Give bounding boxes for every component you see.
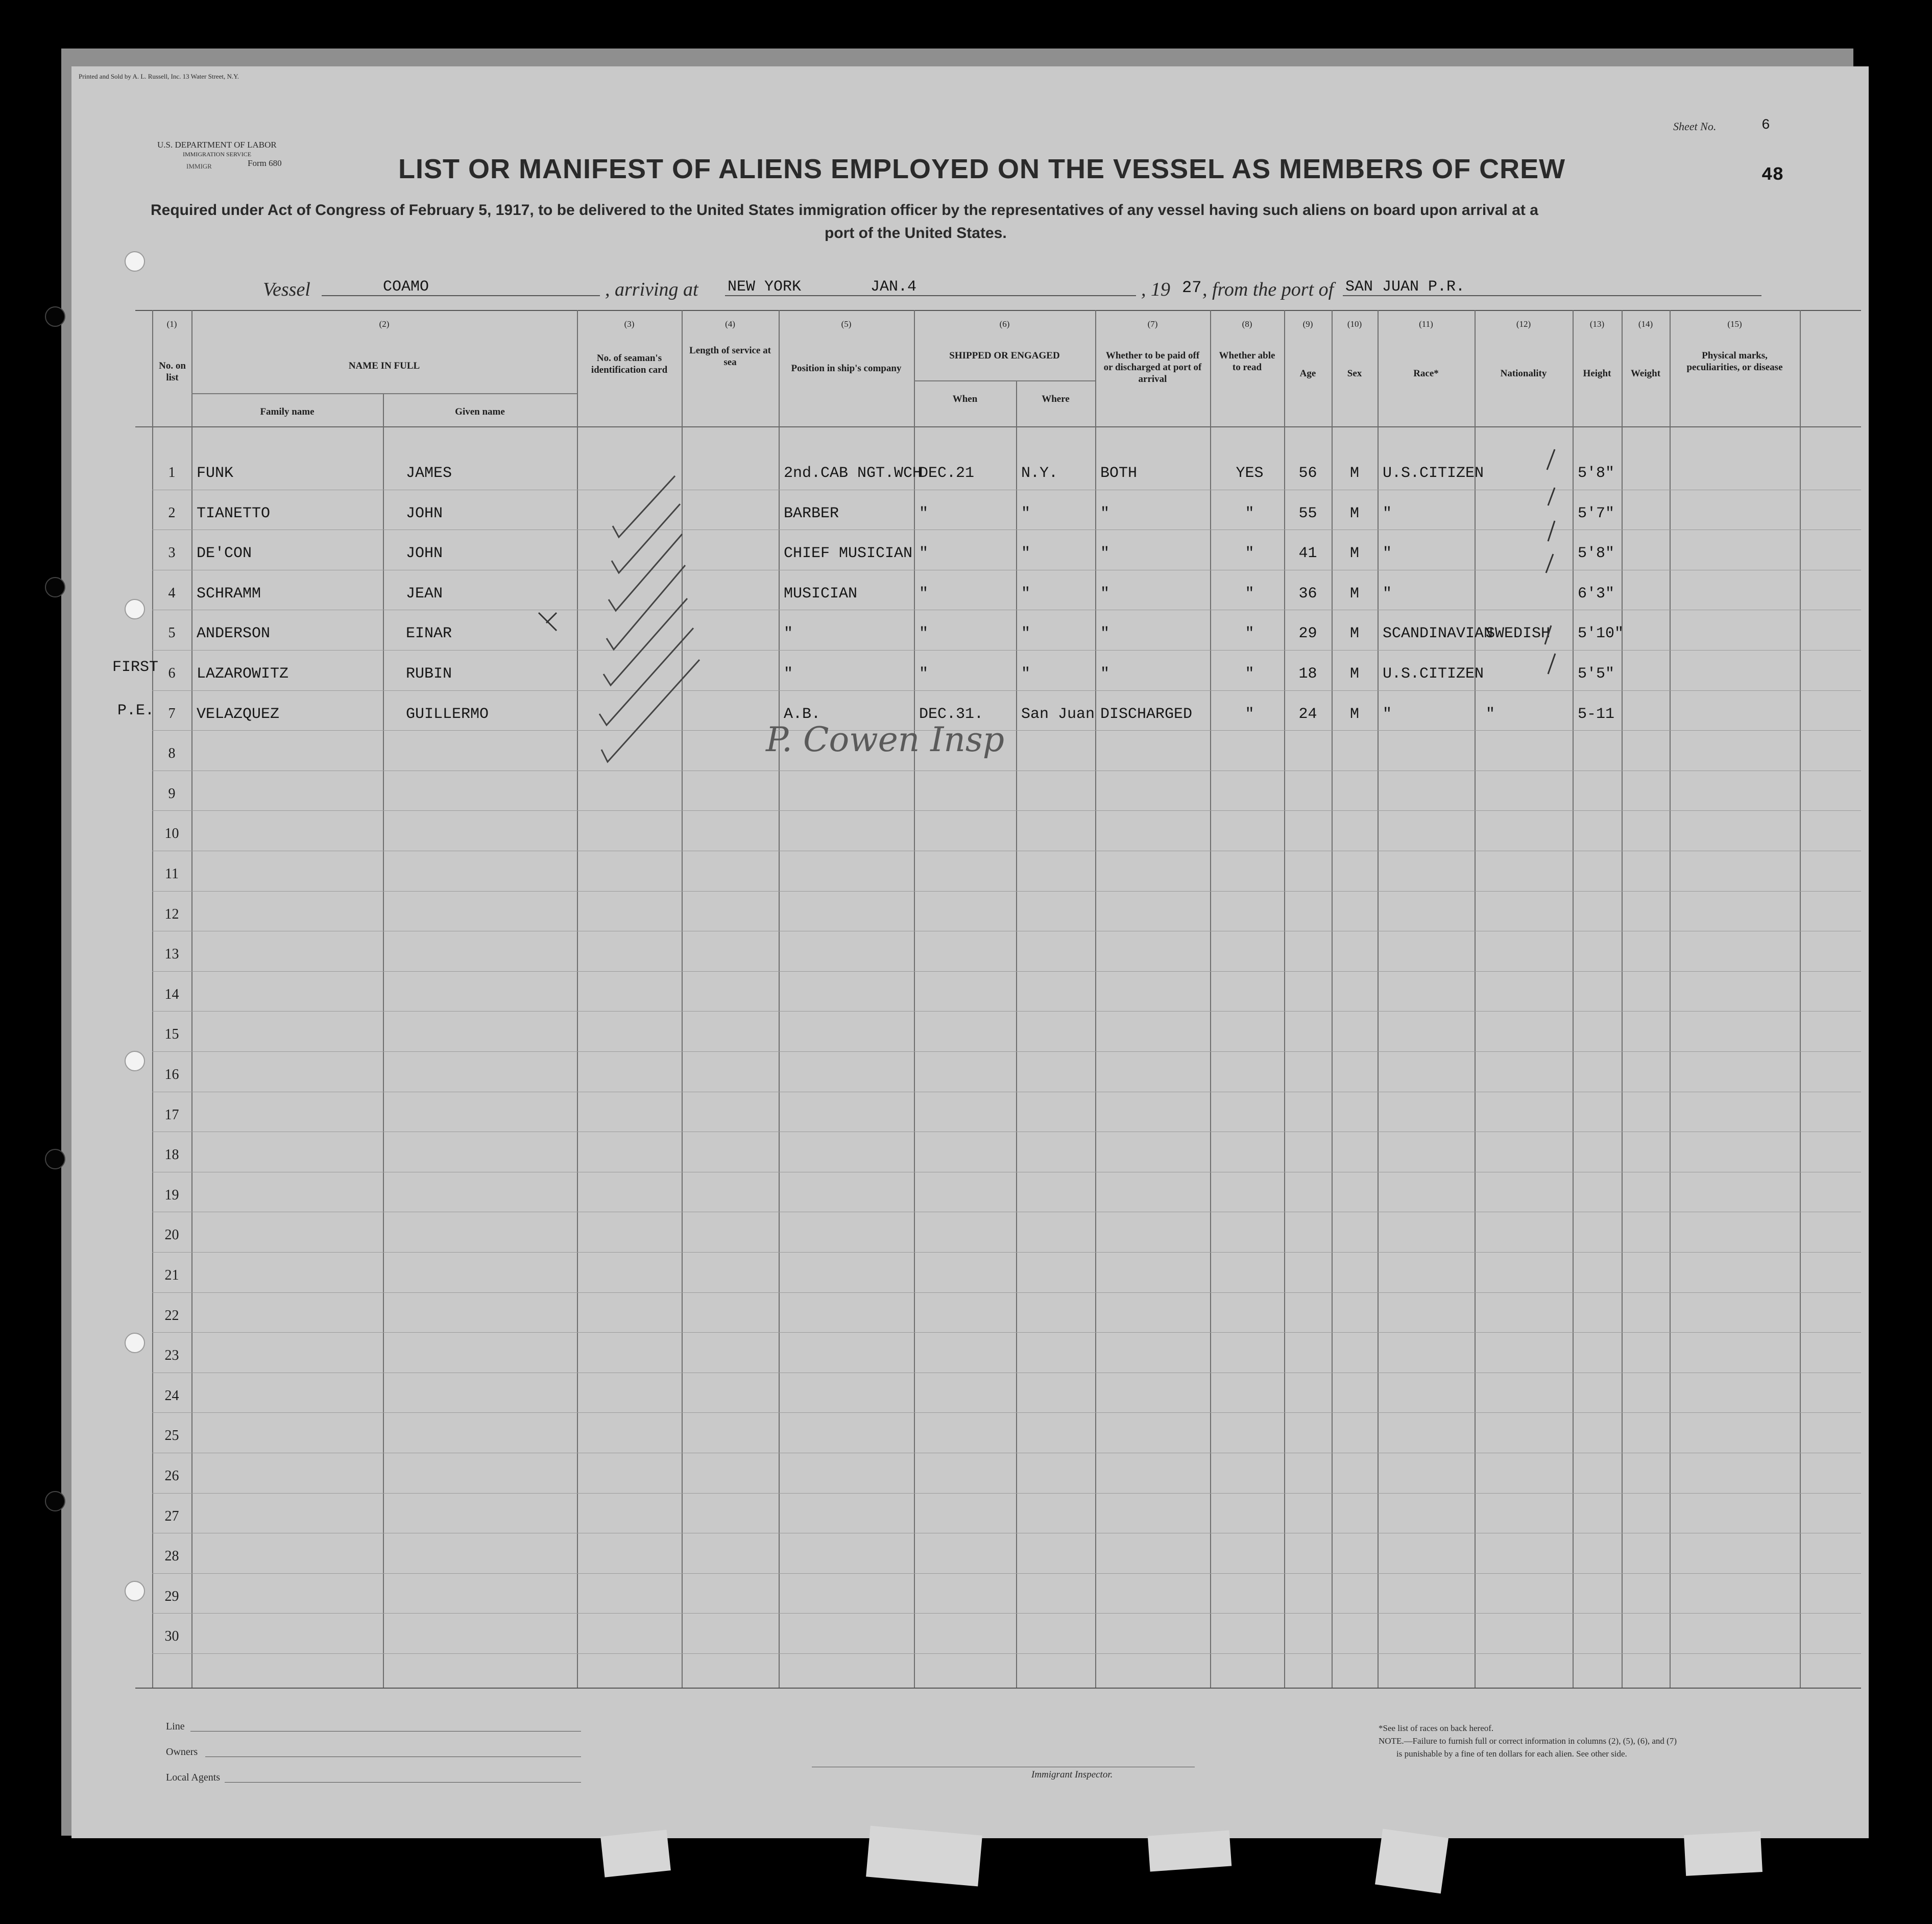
row-number: 21 (164, 1267, 179, 1283)
footer-owners-label: Owners (166, 1746, 198, 1758)
entry-position: MUSICIAN (784, 585, 858, 603)
entry-age: 55 (1298, 505, 1317, 522)
row-number: 24 (164, 1388, 179, 1404)
col-divider (191, 310, 192, 1688)
entry-family: SCHRAMM (197, 585, 261, 603)
torn-paper (1375, 1829, 1448, 1893)
row-number: 14 (164, 987, 179, 1002)
entry-when: " (919, 505, 929, 522)
entry-position: A.B. (784, 706, 821, 723)
col-num-9: (9) (1302, 319, 1313, 329)
from-port-label: , from the port of (1202, 279, 1334, 300)
entry-family: FUNK (197, 465, 234, 482)
subtitle-line1: Required under Act of Congress of February 5, 1917, to be delivered to the United States immigration officer by the representatives of any vessel having such aliens on board upon arrival at a (151, 202, 1538, 219)
header-id-card: No. of seaman's identification card (591, 353, 668, 375)
torn-paper (1148, 1831, 1231, 1872)
table-top-border (135, 310, 1861, 311)
name-header-divider (191, 393, 577, 394)
arrival-year: 27 (1182, 278, 1202, 297)
entry-paid: " (1100, 625, 1110, 642)
entry-when: " (919, 625, 929, 642)
footer-note-races: *See list of races on back hereof. (1379, 1723, 1494, 1733)
header-no-on-list: No. on list (159, 360, 186, 383)
binder-hole (45, 1491, 65, 1511)
entry-paid: " (1100, 545, 1110, 562)
entry-family: TIANETTO (197, 505, 271, 522)
row-line (152, 1653, 1861, 1654)
torn-paper (1684, 1831, 1762, 1876)
col-num-13: (13) (1589, 319, 1605, 329)
entry-race: " (1383, 585, 1392, 603)
immigrant-inspector-label: Immigrant Inspector. (1031, 1769, 1113, 1780)
row-number: 19 (164, 1187, 179, 1203)
footer-line-label: Line (166, 1721, 185, 1732)
row-number: 29 (164, 1589, 179, 1604)
binder-hole (45, 306, 65, 327)
arrival-port: NEW YORK (728, 278, 802, 296)
entry-sex: M (1349, 665, 1359, 683)
footer-agents-label: Local Agents (166, 1772, 221, 1783)
torn-paper (866, 1826, 982, 1887)
entry-position: 2nd.CAB NGT.WCH (784, 465, 922, 482)
row-number: 27 (164, 1508, 179, 1524)
row-number: 26 (164, 1468, 179, 1484)
row-line (152, 650, 1861, 651)
binder-hole (45, 1149, 65, 1169)
entry-where: San Juan (1021, 706, 1095, 723)
entry-height: 6'3" (1578, 585, 1615, 603)
col-num-3: (3) (624, 319, 635, 329)
row-number: 15 (164, 1026, 179, 1042)
entry-age: 56 (1298, 465, 1317, 482)
entry-age: 24 (1298, 706, 1317, 723)
entry-height: 5'10" (1578, 625, 1624, 642)
entry-race: SCANDINAVIAN (1383, 625, 1493, 642)
col-num-1: (1) (166, 319, 177, 329)
entry-position: BARBER (784, 505, 839, 522)
entry-when: " (919, 665, 929, 683)
row-number: 1 (168, 465, 176, 480)
header-nationality: Nationality (1500, 368, 1547, 379)
entry-height: 5'5" (1578, 665, 1615, 683)
col-num-11: (11) (1419, 319, 1433, 329)
margin-note-first: FIRST (112, 659, 159, 676)
row-line (152, 1051, 1861, 1052)
printer-imprint: Printed and Sold by A. L. Russell, Inc. 13 Water Street, N.Y. (79, 73, 239, 80)
row-number: 17 (164, 1107, 179, 1123)
binder-hole (125, 1581, 145, 1601)
service: IMMIGRATION SERVICE (183, 151, 252, 158)
header-when: When (952, 394, 978, 404)
entry-given: JAMES (406, 465, 452, 482)
entry-read: " (1245, 706, 1254, 723)
vessel-label: Vessel (263, 279, 310, 300)
entry-where: " (1021, 585, 1031, 603)
entry-given: EINAR (406, 625, 452, 642)
row-line (152, 1252, 1861, 1253)
entry-read: " (1245, 545, 1254, 562)
entry-sex: M (1349, 585, 1359, 603)
row-number: 10 (164, 826, 179, 841)
col-divider (1378, 310, 1379, 1688)
header-weight: Weight (1630, 368, 1661, 379)
entry-height: 5-11 (1578, 706, 1615, 723)
entry-race: U.S.CITIZEN (1383, 465, 1484, 482)
row-line (152, 1613, 1861, 1614)
entry-paid: DISCHARGED (1100, 706, 1193, 723)
row-line (152, 1412, 1861, 1413)
entry-where: N.Y. (1021, 465, 1058, 482)
entry-where: " (1021, 665, 1031, 683)
entry-age: 36 (1298, 585, 1317, 603)
entry-when: DEC.21 (919, 465, 975, 482)
header-height: Height (1583, 368, 1611, 379)
row-line (152, 971, 1861, 972)
entry-paid: " (1100, 505, 1110, 522)
row-number: 8 (168, 745, 176, 761)
entry-family: LAZAROWITZ (197, 665, 289, 683)
entry-when: " (919, 545, 929, 562)
row-line (152, 810, 1861, 811)
entry-read: " (1245, 585, 1254, 603)
row-number: 6 (168, 665, 176, 681)
col-divider (1670, 310, 1671, 1688)
col-divider (914, 310, 915, 1688)
entry-nationality: SWEDISH (1486, 625, 1551, 642)
entry-where: " (1021, 625, 1031, 642)
header-able-read: Whether able to read (1219, 350, 1275, 373)
row-number: 13 (164, 946, 179, 962)
row-number: 11 (165, 866, 179, 882)
row-number: 9 (168, 786, 176, 802)
arriving-label: , arriving at (605, 279, 698, 300)
col-num-6: (6) (999, 319, 1010, 329)
entry-where: " (1021, 505, 1031, 522)
entry-when: DEC.31. (919, 706, 984, 723)
binder-hole (125, 599, 145, 619)
nationality-marks-icon (1537, 444, 1567, 715)
entry-age: 18 (1298, 665, 1317, 683)
row-number: 25 (164, 1428, 179, 1444)
row-line (152, 1493, 1861, 1494)
entry-race: " (1383, 545, 1392, 562)
row-number: 7 (168, 706, 176, 722)
col-num-10: (10) (1347, 319, 1362, 329)
entry-family: VELAZQUEZ (197, 706, 280, 723)
row-line (152, 1011, 1861, 1012)
checkmarks-icon (562, 398, 766, 786)
entry-paid: BOTH (1100, 465, 1138, 482)
entry-given: JOHN (406, 545, 443, 562)
shipped-header-divider (914, 380, 1095, 381)
department: U.S. DEPARTMENT OF LABOR (157, 140, 277, 150)
header-sex: Sex (1347, 368, 1362, 379)
row-line (152, 730, 1861, 731)
row-line (152, 1332, 1861, 1333)
col-num-15: (15) (1727, 319, 1742, 329)
header-given-name: Given name (455, 406, 505, 417)
col-num-2: (2) (379, 319, 390, 329)
entry-family: ANDERSON (197, 625, 271, 642)
table-bottom-border (135, 1688, 1861, 1689)
sheet-label: Sheet No. (1673, 120, 1717, 133)
year-prefix: , 19 (1141, 279, 1170, 300)
col-divider (1475, 310, 1476, 1688)
manifest-page (71, 66, 1869, 1838)
entry-nationality: " (1486, 706, 1495, 723)
row-number: 18 (164, 1147, 179, 1163)
entry-read: " (1245, 665, 1254, 683)
arrival-date: JAN.4 (871, 278, 917, 296)
header-name-in-full: NAME IN FULL (348, 360, 420, 371)
row-line (152, 891, 1861, 892)
row-number: 16 (164, 1067, 179, 1083)
entry-height: 5'7" (1578, 505, 1615, 522)
entry-paid: " (1100, 585, 1110, 603)
row-number: 22 (164, 1308, 179, 1324)
entry-age: 41 (1298, 545, 1317, 562)
entry-sex: M (1349, 465, 1359, 482)
binder-hole (125, 251, 145, 272)
entry-race: U.S.CITIZEN (1383, 665, 1484, 683)
entry-height: 5'8" (1578, 545, 1615, 562)
col-num-5: (5) (841, 319, 852, 329)
col-divider (1210, 310, 1211, 1688)
entry-position: CHIEF MUSICIAN (784, 545, 913, 562)
col-divider (1016, 380, 1017, 1688)
col-divider (1095, 310, 1096, 1688)
entry-sex: M (1349, 545, 1359, 562)
row-number: 5 (168, 625, 176, 641)
row-number: 20 (164, 1227, 179, 1243)
row-number: 28 (164, 1548, 179, 1564)
vessel-underline (322, 295, 600, 296)
from-port: SAN JUAN P.R. (1345, 278, 1465, 296)
entry-paid: " (1100, 665, 1110, 683)
inspector-signature: P. Cowen Insp (766, 720, 1004, 759)
col-divider (1622, 310, 1623, 1688)
row-number: 30 (164, 1628, 179, 1644)
entry-read: " (1245, 625, 1254, 642)
form-number: Form 680 (248, 158, 282, 168)
entry-when: " (919, 585, 929, 603)
entry-given: GUILLERMO (406, 706, 489, 723)
header-paid-off: Whether to be paid off or discharged at port of arrival (1103, 350, 1202, 384)
entry-age: 29 (1298, 625, 1317, 642)
entry-given: RUBIN (406, 665, 452, 683)
torn-paper (600, 1830, 671, 1877)
subtitle-line2: port of the United States. (825, 225, 1007, 242)
row-line (152, 690, 1861, 691)
row-line (152, 1292, 1861, 1293)
entry-given: JEAN (406, 585, 443, 603)
margin-note-pe: P.E. (117, 702, 155, 719)
col-num-14: (14) (1638, 319, 1653, 329)
col-num-12: (12) (1516, 319, 1531, 329)
entry-read: " (1245, 505, 1254, 522)
col-num-8: (8) (1242, 319, 1252, 329)
binder-hole (45, 577, 65, 597)
page-title: LIST OR MANIFEST OF ALIENS EMPLOYED ON THE VESSEL AS MEMBERS OF CREW (398, 154, 1566, 184)
binder-hole (125, 1333, 145, 1353)
entry-sex: M (1349, 706, 1359, 723)
header-physical: Physical marks, peculiarities, or disease (1686, 350, 1783, 373)
footer-note-penalty: NOTE.—Failure to furnish full or correct information in columns (2), (5), (6), and (7) (1379, 1736, 1677, 1746)
entry-sex: M (1349, 625, 1359, 642)
entry-race: " (1383, 706, 1392, 723)
sheet-number: 6 (1761, 117, 1770, 133)
col-divider (779, 310, 780, 1688)
row-number: 12 (164, 906, 179, 922)
entry-position: " (784, 665, 793, 683)
entry-race: " (1383, 505, 1392, 522)
header-age: Age (1299, 368, 1316, 379)
entry-read: YES (1236, 465, 1264, 482)
header-race: Race* (1413, 368, 1439, 379)
col-divider (1800, 310, 1801, 1688)
vessel-name: COAMO (383, 278, 429, 296)
header-shipped: SHIPPED OR ENGAGED (949, 350, 1060, 361)
entry-where: " (1021, 545, 1031, 562)
footer-note-fine: is punishable by a fine of ten dollars for each alien. See other side. (1396, 1749, 1627, 1759)
header-where: Where (1042, 394, 1070, 404)
immigration-stamp: IMMIGR (186, 162, 212, 170)
row-line (152, 1573, 1861, 1574)
entry-given: JOHN (406, 505, 443, 522)
x-mark-icon (536, 610, 562, 636)
entry-family: DE'CON (197, 545, 252, 562)
entry-sex: M (1349, 505, 1359, 522)
binder-hole (125, 1051, 145, 1071)
col-num-4: (4) (725, 319, 735, 329)
col-divider (1573, 310, 1574, 1688)
header-family-name: Family name (260, 406, 315, 417)
row-number: 3 (168, 545, 176, 561)
header-position: Position in ship's company (791, 363, 902, 374)
entry-height: 5'8" (1578, 465, 1615, 482)
entry-position: " (784, 625, 793, 642)
row-number: 4 (168, 585, 176, 601)
header-bottom-border (135, 426, 1861, 427)
row-number: 23 (164, 1348, 179, 1363)
sheet-extra-number: 48 (1761, 164, 1784, 185)
row-number: 2 (168, 505, 176, 521)
header-length-service: Length of service at sea (689, 345, 771, 368)
col-num-7: (7) (1147, 319, 1158, 329)
